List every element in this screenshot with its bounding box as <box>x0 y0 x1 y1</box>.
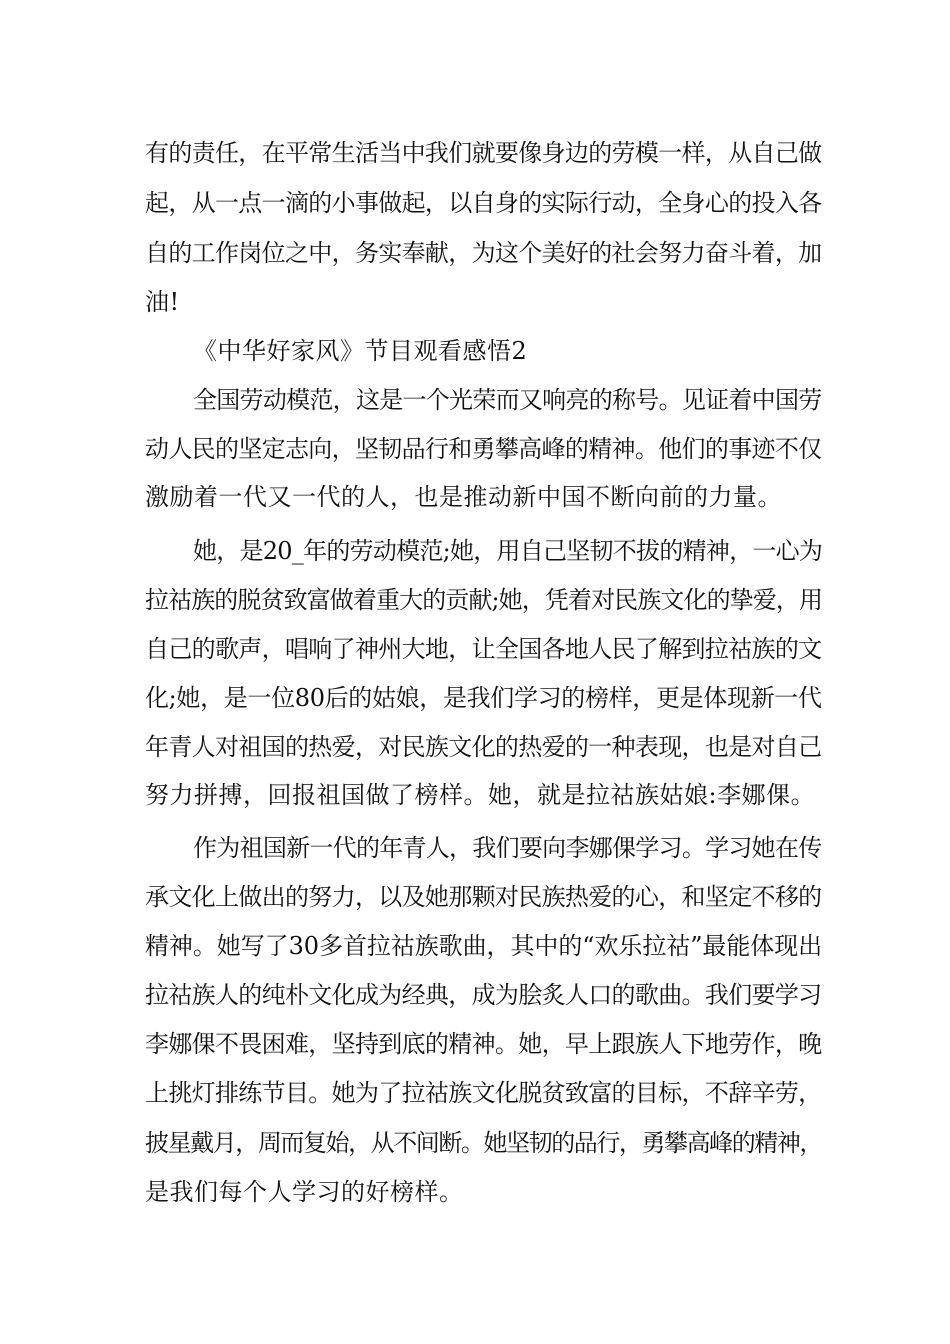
paragraph-3-line-3: 自己的歌声，唱响了神州大地，让全国各地人民了解到拉祜族的文 <box>145 635 822 663</box>
paragraph-3-line-1: 她，是20_年的劳动模范;她，用自己坚韧不拔的精神，一心为 <box>193 537 823 565</box>
paragraph-1-line-4: 油! <box>145 288 180 316</box>
paragraph-4-line-5: 李娜倮不畏困难，坚持到底的精神。她，早上跟族人下地劳作，晚 <box>145 1030 822 1058</box>
paragraph-1-line-2: 起，从一点一滴的小事做起，以自身的实际行动，全身心的投入各 <box>145 189 822 217</box>
paragraph-4-line-1: 作为祖国新一代的年青人，我们要向李娜倮学习。学习她在传 <box>193 834 822 862</box>
paragraph-3-line-6: 努力拼搏，回报祖国做了榜样。她，就是拉祜族姑娘:李娜倮。 <box>145 781 816 809</box>
paragraph-2-line-3: 激励着一代又一代的人，也是推动新中国不断向前的力量。 <box>145 483 782 511</box>
paragraph-1-line-3: 自的工作岗位之中，务实奉献，为这个美好的社会努力奋斗着，加 <box>145 239 822 267</box>
paragraph-4-line-7: 披星戴月，周而复始，从不间断。她坚韧的品行，勇攀高峰的精神， <box>145 1129 822 1157</box>
paragraph-1-line-1: 有的责任，在平常生活当中我们就要像身边的劳模一样，从自己做 <box>145 139 822 167</box>
paragraph-4-line-3: 精神。她写了30多首拉祜族歌曲，其中的“欢乐拉祜”最能体现出 <box>145 932 823 960</box>
paragraph-2-line-1: 全国劳动模范，这是一个光荣而又响亮的称号。见证着中国劳 <box>193 386 822 414</box>
paragraph-3-line-2: 拉祜族的脱贫致富做着重大的贡献;她，凭着对民族文化的挚爱，用 <box>145 586 823 614</box>
paragraph-4-line-6: 上挑灯排练节目。她为了拉祜族文化脱贫致富的目标，不辞辛劳， <box>145 1079 822 1107</box>
paragraph-4-line-8: 是我们每个人学习的好榜样。 <box>145 1178 464 1206</box>
paragraph-3-line-4: 化;她，是一位80后的姑娘，是我们学习的榜样，更是体现新一代 <box>145 684 822 712</box>
paragraph-4-line-2: 承文化上做出的努力，以及她那颗对民族热爱的心，和坚定不移的 <box>145 883 822 911</box>
paragraph-2-line-2: 动人民的坚定志向，坚韧品行和勇攀高峰的精神。他们的事迹不仅 <box>145 435 822 463</box>
section-title: 《中华好家风》节目观看感悟2 <box>193 337 528 365</box>
paragraph-4-line-4: 拉祜族人的纯朴文化成为经典，成为脍炙人口的歌曲。我们要学习 <box>145 981 822 1009</box>
paragraph-3-line-5: 年青人对祖国的热爱，对民族文化的热爱的一种表现，也是对自己 <box>145 733 822 761</box>
